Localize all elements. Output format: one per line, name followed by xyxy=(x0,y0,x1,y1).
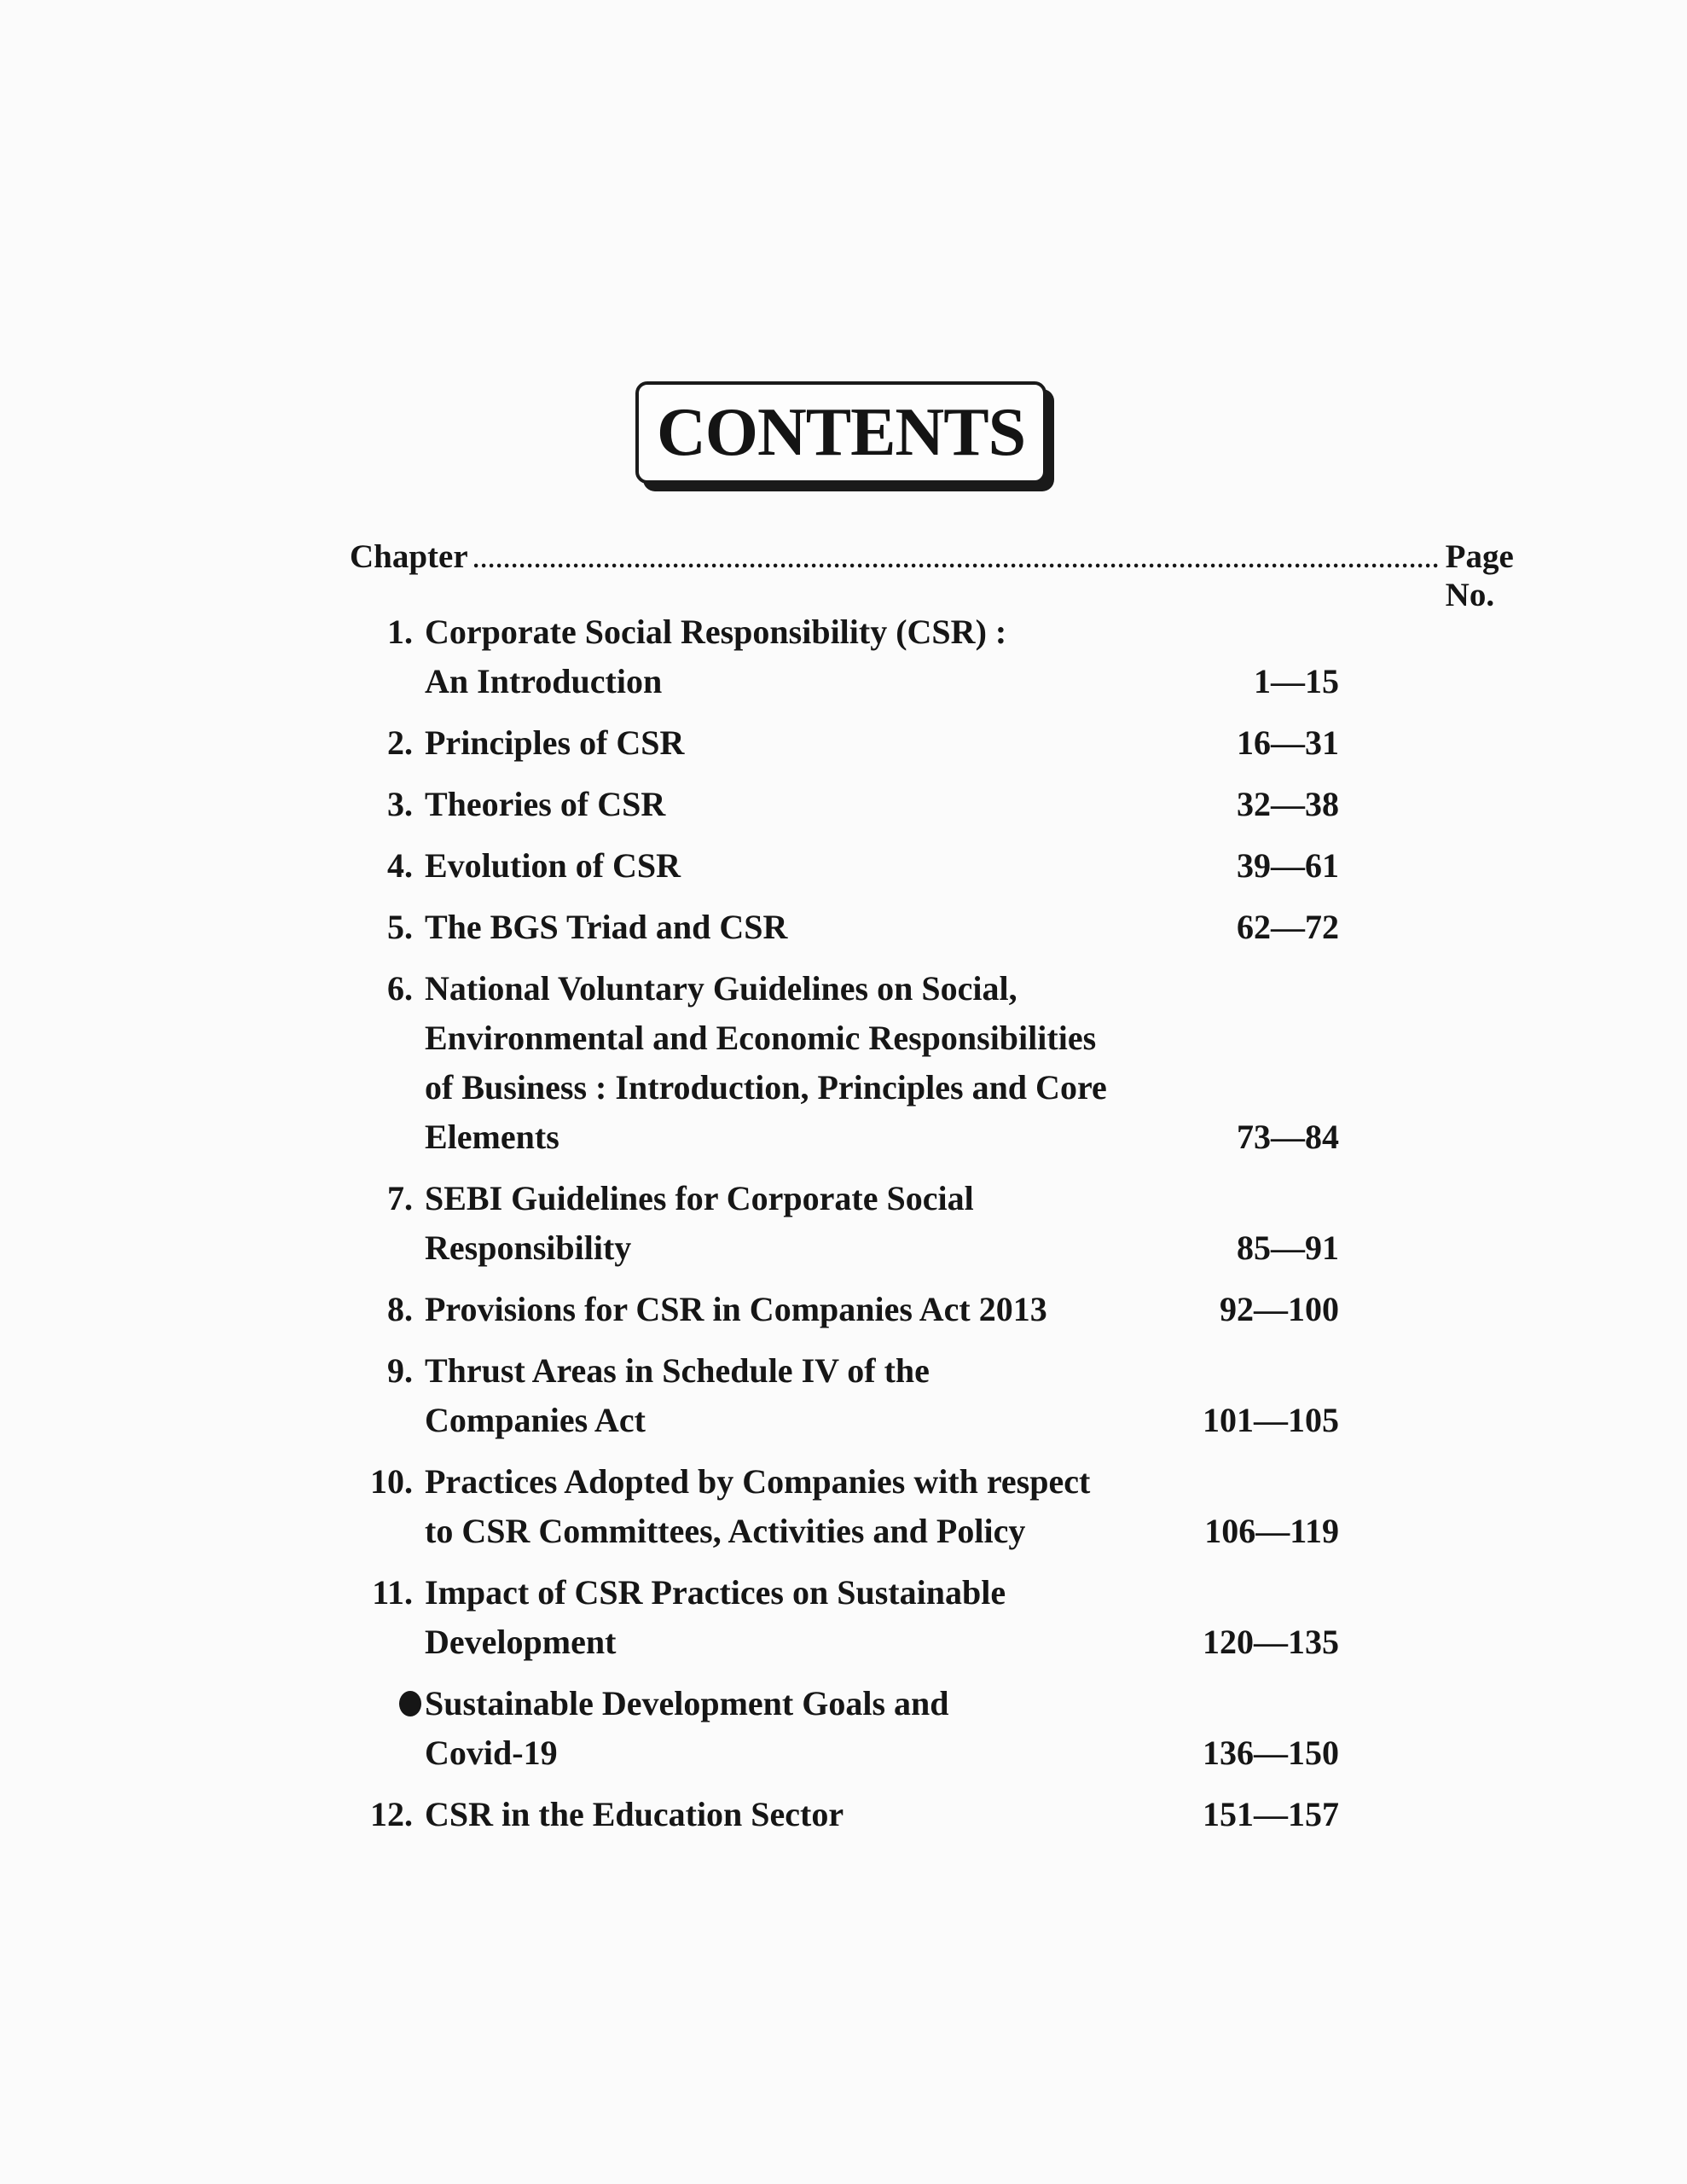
chapter-title: SEBI Guidelines for Corporate Social Responsibility xyxy=(425,1179,974,1267)
chapter-number: 4. xyxy=(387,846,413,885)
page-range: 136—150 xyxy=(1203,1734,1339,1772)
chapter-title: The BGS Triad and CSR xyxy=(425,908,788,946)
chapter-title: Theories of CSR xyxy=(425,785,666,823)
page-range: 92—100 xyxy=(1220,1290,1339,1328)
toc-entry[interactable] xyxy=(350,1346,1339,1445)
chapter-number: 8. xyxy=(387,1290,413,1328)
page-title: CONTENTS xyxy=(656,395,1026,470)
page-range: 151—157 xyxy=(1203,1795,1339,1833)
toc-entry[interactable] xyxy=(350,1174,1339,1273)
page-range: 101—105 xyxy=(1203,1401,1339,1439)
page-range: 16—31 xyxy=(1237,723,1339,762)
subentry-title: Sustainable Development Goals and Covid-19 xyxy=(425,1684,949,1772)
toc-header xyxy=(350,537,1514,614)
chapter-title: Thrust Areas in Schedule IV of the Companies Act xyxy=(425,1351,930,1439)
page-range: 32—38 xyxy=(1237,785,1339,823)
toc-entry[interactable] xyxy=(350,1568,1339,1667)
chapter-title: Principles of CSR xyxy=(425,723,685,762)
toc-entry[interactable] xyxy=(350,1790,1339,1839)
page-range: 1—15 xyxy=(1254,662,1339,700)
page-range: 73—84 xyxy=(1237,1118,1339,1156)
chapter-column-label: Chapter xyxy=(350,538,468,575)
toc-entry[interactable] xyxy=(350,1457,1339,1556)
chapter-number: 6. xyxy=(387,969,413,1008)
toc-entry[interactable] xyxy=(350,780,1339,829)
toc-entry[interactable] xyxy=(350,964,1339,1162)
chapter-number: 12. xyxy=(370,1795,413,1833)
toc-entry[interactable] xyxy=(350,903,1339,952)
contents-title-box xyxy=(635,381,1046,484)
chapter-number: 1. xyxy=(387,613,413,651)
chapter-title: Practices Adopted by Companies with respect to CSR Committees, Activities and Policy xyxy=(425,1462,1091,1550)
toc-entry[interactable] xyxy=(350,1285,1339,1334)
page-range: 39—61 xyxy=(1237,846,1339,885)
chapter-number: 10. xyxy=(370,1462,413,1501)
table-of-contents xyxy=(350,607,1339,1851)
page-range: 85—91 xyxy=(1237,1228,1339,1267)
bullet-icon xyxy=(399,1691,421,1716)
toc-subentry[interactable] xyxy=(350,1679,1339,1778)
chapter-title: CSR in the Education Sector xyxy=(425,1795,844,1833)
chapter-title: Evolution of CSR xyxy=(425,846,681,885)
chapter-title: National Voluntary Guidelines on Social, Environmental and Economic Responsibilities of Business : Introduction, Principles and Core Elements xyxy=(425,969,1107,1156)
dot-leader: .............................................................................................................................. xyxy=(472,547,1441,573)
toc-entry[interactable] xyxy=(350,607,1339,706)
chapter-title: Provisions for CSR in Companies Act 2013 xyxy=(425,1290,1047,1328)
chapter-number: 2. xyxy=(387,723,413,762)
chapter-number: 11. xyxy=(372,1573,413,1612)
chapter-number: 3. xyxy=(387,785,413,823)
chapter-title: Corporate Social Responsibility (CSR) : An Introduction xyxy=(425,613,1007,700)
page-range: 62—72 xyxy=(1237,908,1339,946)
chapter-number: 7. xyxy=(387,1179,413,1217)
page-range: 120—135 xyxy=(1203,1623,1339,1661)
chapter-number: 9. xyxy=(387,1351,413,1390)
page-range: 106—119 xyxy=(1204,1512,1339,1550)
toc-entry[interactable] xyxy=(350,841,1339,891)
chapter-number: 5. xyxy=(387,908,413,946)
page-no-column-label: Page No. xyxy=(1445,538,1514,613)
chapter-title: Impact of CSR Practices on Sustainable Development xyxy=(425,1573,1006,1661)
toc-entry[interactable] xyxy=(350,718,1339,768)
